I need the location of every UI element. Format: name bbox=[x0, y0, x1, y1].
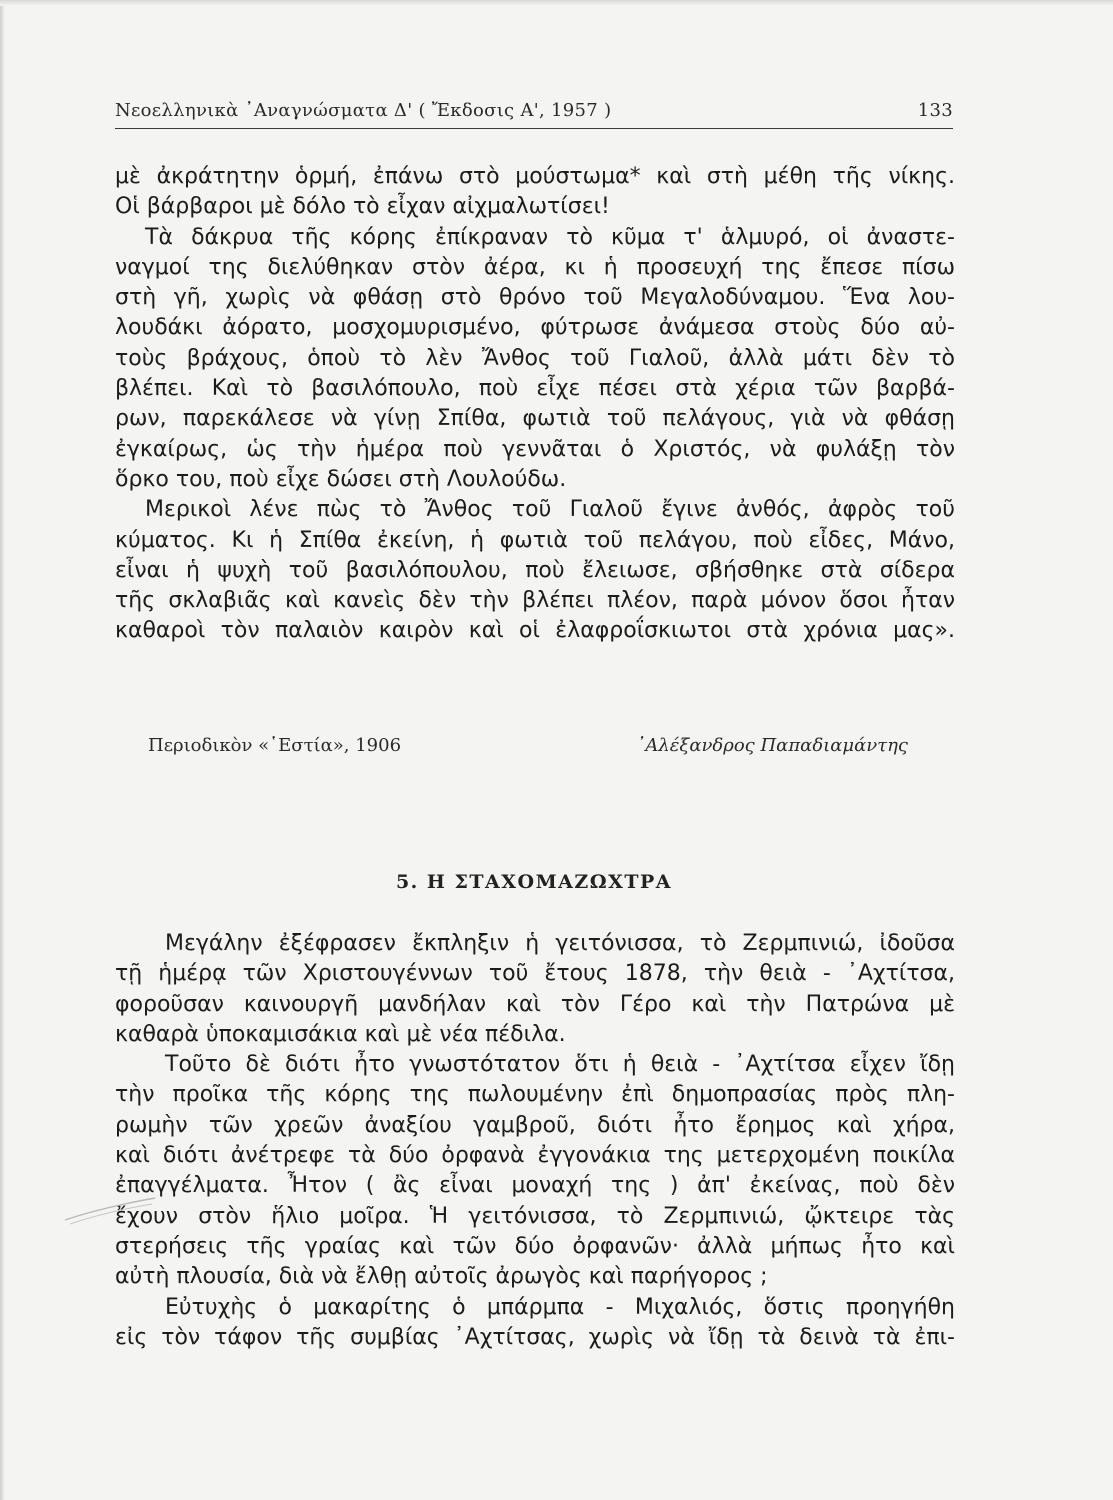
text-line: τὴν προῖκα τῆς κόρης της πωλουμένην ἐπὶ δημοπρασίας πρὸς πλη- bbox=[115, 1082, 955, 1108]
scan-left-edge-shadow bbox=[0, 0, 5, 1500]
text-line: Τὰ δάκρυα τῆς κόρης ἐπίκραναν τὸ κῦμα τ' ἁλμυρό, οἱ ἀναστε- bbox=[145, 224, 955, 250]
text-line: εἶναι ἡ ψυχὴ τοῦ βασιλόπουλου, ποὺ ἔλειωσε, σβήσθηκε στὰ σίδερα bbox=[115, 557, 955, 583]
text-line: Οἱ βάρβαροι μὲ δόλο τὸ εἶχαν αἰχμαλωτίσει! bbox=[115, 194, 610, 220]
text-line: στὴ γῆ, χωρὶς νὰ φθάσῃ στὸ θρόνο τοῦ Μεγαλοδύναμου. Ἕνα λου- bbox=[115, 285, 955, 311]
text-line: βλέπει. Καὶ τὸ βασιλόπουλο, ποὺ εἶχε πέσει στὰ χέρια τῶν βαρβά- bbox=[115, 376, 955, 402]
text-line: λουδάκι ἀόρατο, μοσχομυρισμένο, φύτρωσε ἀνάμεσα στοὺς δύο αὐ- bbox=[115, 315, 955, 341]
running-header-title: Νεοελληνικὰ ᾿Αναγνώσματα Δ' ( Ἔκδοσις Α', 1957 ) bbox=[115, 100, 612, 121]
header-rule bbox=[115, 128, 953, 129]
scan-top-edge-shadow bbox=[0, 0, 1113, 6]
source-author: ᾿Αλέξανδρος Παπαδιαμάντης bbox=[636, 735, 908, 756]
source-attribution bbox=[148, 735, 908, 763]
text-line: Μεγάλην ἐξέφρασεν ἔκπληξιν ἡ γειτόνισσα, τὸ Ζερμπινιώ, ἰδοῦσα bbox=[165, 931, 955, 956]
text-line: ἐπαγγέλματα. Ἦτον ( ἂς εἶναι μοναχή της ) ἀπ' ἐκείνας, ποὺ δὲν bbox=[115, 1173, 955, 1199]
text-line: ἐγκαίρως, ὡς τὴν ἡμέρα ποὺ γεννᾶται ὁ Χριστός, νὰ φυλάξῃ τὸν bbox=[115, 436, 955, 462]
section-heading: 5. Η ΣΤΑΧΟΜΑΖΩΧΤΡΑ bbox=[395, 871, 673, 893]
text-line: ρων, παρεκάλεσε νὰ γίνῃ Σπίθα, φωτιὰ τοῦ πελάγους, γιὰ νὰ φθάσῃ bbox=[115, 406, 955, 432]
page-number: 133 bbox=[917, 100, 953, 121]
text-line: καθαροὶ τὸν παλαιὸν καιρὸν καὶ οἱ ἐλαφροΐσκιωτοι στὰ χρόνια μας». bbox=[115, 618, 955, 644]
story-ending-text bbox=[115, 162, 955, 647]
running-header bbox=[115, 100, 953, 130]
text-line: Εὐτυχὴς ὁ μακαρίτης ὁ μπάρμπα - Μιχαλιός, ὅστις προηγήθη bbox=[165, 1294, 955, 1320]
text-line: Μερικοὶ λένε πὼς τὸ Ἄνθος τοῦ Γιαλοῦ ἔγινε ἀνθός, ἀφρὸς τοῦ bbox=[145, 497, 955, 523]
text-line: στερήσεις τῆς γραίας καὶ τῶν δύο ὀρφανῶν· ἀλλὰ μήπως ἦτο καὶ bbox=[115, 1233, 955, 1259]
text-line: αὐτὴ πλουσία, διὰ νὰ ἔλθῃ αὐτοῖς ἀρωγὸς καὶ παρήγορος ; bbox=[115, 1264, 768, 1290]
text-line: τῆς σκλαβιᾶς καὶ κανεὶς δὲν τὴν βλέπει πλέον, παρὰ μόνον ὅσοι ἦταν bbox=[115, 588, 955, 614]
text-line: φοροῦσαν καινουργῆ μανδήλαν καὶ τὸν Γέρο καὶ τὴν Πατρώνα μὲ bbox=[115, 991, 955, 1017]
text-line: μὲ ἀκράτητην ὁρμή, ἐπάνω στὸ μούστωμα* καὶ στὴ μέθη τῆς νίκης. bbox=[115, 164, 955, 189]
text-line: ὅρκο του, ποὺ εἶχε δώσει στὴ Λουλούδω. bbox=[115, 466, 567, 492]
text-line: ναγμοί της διελύθηκαν στὸν ἀέρα, κι ἡ προσευχή της ἔπεσε πίσω bbox=[115, 254, 955, 280]
text-line: ρωμὴν τῶν χρεῶν ἀναξίου γαμβροῦ, διότι ἦτο ἔρημος καὶ χήρα, bbox=[115, 1112, 955, 1138]
text-line: ἔχουν στὸν ἥλιο μοῖρα. Ἡ γειτόνισσα, τὸ Ζερμπινιώ, ᾤκτειρε τὰς bbox=[115, 1203, 955, 1229]
section-body-text bbox=[115, 929, 955, 1353]
text-line: τῇ ἡμέρᾳ τῶν Χριστουγέννων τοῦ ἔτους 1878, τὴν θειὰ - ᾿Αχτίτσα, bbox=[115, 961, 955, 987]
source-publication: Περιοδικὸν «῾Εστία», 1906 bbox=[148, 735, 402, 756]
text-line: κύματος. Κι ἡ Σπίθα ἐκείνη, ἡ φωτιὰ τοῦ πελάγου, ποὺ εἶδες, Μάνο, bbox=[115, 527, 955, 553]
paper-scratch-mark bbox=[60, 1180, 160, 1230]
text-line: Τοῦτο δὲ διότι ἦτο γνωστότατον ὅτι ἡ θειὰ - ᾿Αχτίτσα εἶχεν ἴδῃ bbox=[165, 1052, 955, 1078]
text-line: καὶ διότι ἀνέτρεφε τὰ δύο ὀρφανὰ ἐγγονάκια της μετερχομένη ποικίλα bbox=[115, 1143, 955, 1169]
text-line: εἰς τὸν τάφον τῆς συμβίας ᾿Αχτίτσας, χωρὶς νὰ ἴδῃ τὰ δεινὰ τὰ ἐπι- bbox=[115, 1324, 955, 1350]
text-line: τοὺς βράχους, ὁποὺ τὸ λὲν Ἄνθος τοῦ Γιαλοῦ, ἀλλὰ μάτι δὲν τὸ bbox=[115, 345, 955, 371]
text-line: καθαρὰ ὑποκαμισάκια καὶ μὲ νέα πέδιλα. bbox=[115, 1021, 566, 1047]
